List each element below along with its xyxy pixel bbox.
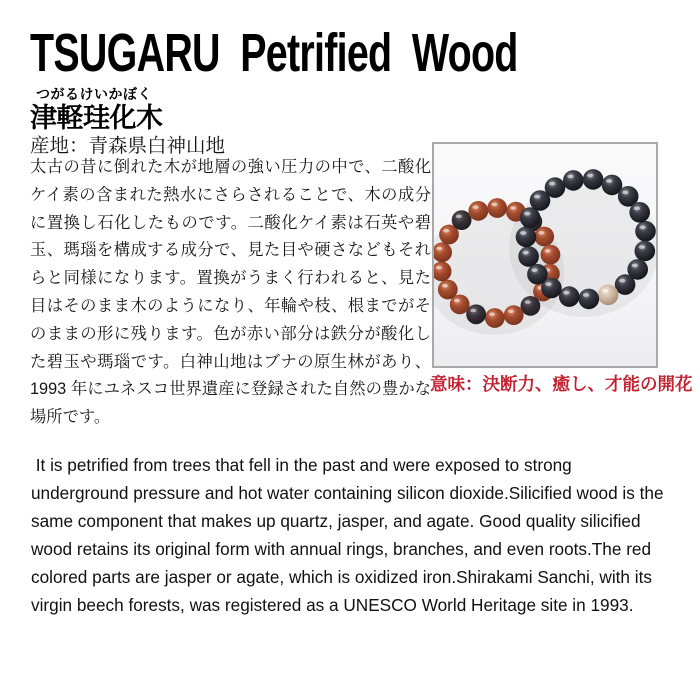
bead-highlight [524, 212, 530, 216]
japanese-title: 津軽珪化木 [30, 103, 163, 133]
bead-highlight [531, 268, 537, 272]
bead-highlight [545, 249, 551, 253]
bead [563, 170, 584, 191]
bead-highlight [634, 207, 640, 211]
bead-highlight [454, 299, 460, 303]
bead [485, 308, 505, 328]
bead [629, 202, 650, 223]
bead [438, 280, 458, 300]
bracelets-image [434, 144, 656, 366]
bead-highlight [442, 284, 448, 288]
bead-highlight [525, 300, 531, 304]
bead-highlight [632, 264, 638, 268]
bead [466, 304, 486, 324]
bead [635, 221, 656, 242]
bead-highlight [436, 247, 442, 251]
bead-highlight [602, 289, 608, 293]
bead-highlight [473, 205, 479, 209]
bead [518, 246, 539, 267]
bead [635, 241, 656, 262]
bead [516, 227, 537, 248]
description-japanese: 太古の昔に倒れた木が地層の強い圧力の中で、二酸化ケイ素の含まれた熱水にさらされることで、木の成分に置換し石化したものです。二酸化ケイ素は石英や碧玉、瑪瑙を構成する成分で、見た目や硬さなどもそれらと同様になります。置換がうまく行われると、見た目はそのまま木のようになり、年輪や枝、根までがそのままの形に残ります。色が赤い部分は鉄分が酸化した碧玉や瑪瑙です。白神山地はブナの原生林があり、1993 年にユネスコ世界遺産に登録された自然の豊かな場所です。 [30, 158, 431, 427]
bead [534, 227, 554, 247]
bead-highlight [520, 231, 526, 235]
bead-highlight [587, 174, 593, 178]
bead [541, 245, 561, 265]
bead-highlight [639, 245, 645, 249]
bead-highlight [510, 206, 516, 210]
bead-highlight [443, 229, 449, 233]
bead [521, 296, 541, 316]
bead-highlight [489, 312, 495, 316]
bead-highlight [563, 291, 569, 295]
bead [583, 169, 604, 190]
furigana-reading: つがるけいかぼく [36, 86, 152, 102]
bead-highlight [619, 279, 625, 283]
product-photo [432, 142, 658, 368]
bead [527, 264, 548, 285]
bead [504, 305, 524, 325]
page-title: TSUGARU Petrified Wood [30, 23, 518, 83]
bead [487, 198, 507, 218]
meaning-caption: 意味：決断力、癒し、才能の開花 [430, 374, 693, 394]
bead-highlight [538, 231, 544, 235]
bead-highlight [508, 310, 514, 314]
bead [559, 286, 580, 307]
bead-highlight [545, 282, 551, 286]
bead [468, 201, 488, 221]
origin-line: 産地：青森県白神山地 [30, 135, 226, 157]
bead-highlight [491, 203, 497, 207]
bead-highlight [640, 225, 646, 229]
bead-highlight [470, 309, 476, 313]
bead-highlight [549, 182, 555, 186]
bead-highlight [534, 195, 540, 199]
bead [545, 177, 566, 198]
description-english: It is petrified from trees that fell in the past and were exposed to strong underground pressure and hot water containing silicon dioxide.Silicified wood is the same component that makes up quartz, jasper, and agate. Good quality silicified wood retains its original form with annual rings, branches, and even roots.The red colored parts are jasper or agate, which is oxidized iron.Shirakami Sanchi, with its virgin beech forests, was registered as a UNESCO World Heritage site in 1993. [31, 455, 669, 615]
bead-highlight [622, 191, 628, 195]
bead-highlight [567, 175, 573, 179]
bead [452, 210, 472, 230]
bead-highlight [456, 215, 462, 219]
bead [598, 285, 619, 306]
bead-highlight [436, 266, 442, 270]
bead-highlight [523, 251, 529, 255]
bead [579, 289, 600, 310]
bead-highlight [606, 179, 612, 183]
bead-highlight [583, 293, 589, 297]
